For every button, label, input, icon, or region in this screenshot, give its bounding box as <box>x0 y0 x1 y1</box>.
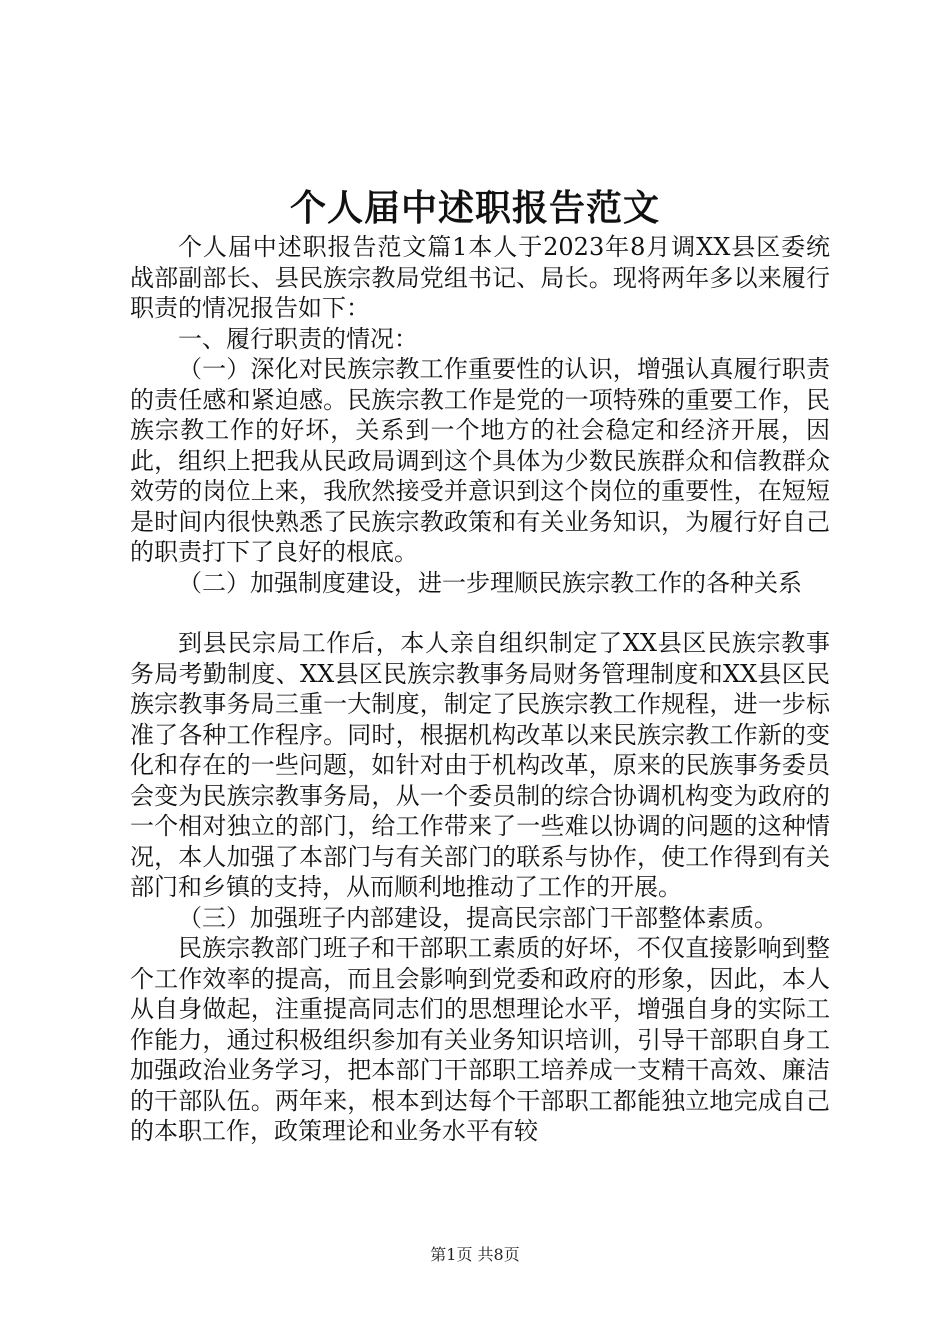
section-heading-1: 一、履行职责的情况： <box>178 324 418 353</box>
subsection-2-heading: （二）加强制度建设，进一步理顺民族宗教工作的各种关系 <box>178 568 802 597</box>
subsection-2-paragraph: 到县民宗局工作后，本人亲自组织制定了XX县区民族宗教事务局考勤制度、XX县区民族宗教事务局财务管理制度和XX县区民族宗教事务局三重一大制度，制定了民族宗教工作规程，进一步标准了各种工作程序。同时，根据机构改革以来民族宗教工作新的变化和存在的一些问题，如针对由于机构改革，原来的民族事务委员会变为民族宗教事务局，从一个委员制的综合协调机构变为政府的一个相对独立的部门，给工作带来了一些难以协调的问题的这种情况，本人加强了本部门与有关部门的联系与协作，使工作得到有关部门和乡镇的支持，从而顺利地推动了工作的开展。 <box>130 629 830 901</box>
subsection-3-heading: （三）加强班子内部建设，提高民宗部门干部整体素质。 <box>178 903 778 932</box>
subsection-1-paragraph: （一）深化对民族宗教工作重要性的认识，增强认真履行职责的责任感和紧迫感。民族宗教工作是党的一项特殊的重要工作，民族宗教工作的好坏，关系到一个地方的社会稳定和经济开展，因此，组织上把我从民政局调到这个具体为少数民族群众和信教群众效劳的岗位上来，我欣然接受并意识到这个岗位的重要性，在短短是时间内很快熟悉了民族宗教政策和有关业务知识，为履行好自己的职责打下了良好的根底。 <box>130 355 830 566</box>
intro-paragraph: 个人届中述职报告范文篇1本人于2023年8月调XX县区委统战部副部长、县民族宗教局党组书记、局长。现将两年多以来履行职责的情况报告如下： <box>130 233 830 322</box>
document-body <box>130 232 830 1147</box>
page-footer: 第1页 共8页 <box>430 1245 520 1264</box>
subsection-3-paragraph: 民族宗教部门班子和干部职工素质的好坏，不仅直接影响到整个工作效率的提高，而且会影响到党委和政府的形象，因此，本人从自身做起，注重提高同志们的思想理论水平，增强自身的实际工作能力，通过积极组织参加有关业务知识培训，引导干部职自身工加强政治业务学习，把本部门干部职工培养成一支精干高效、廉洁的干部队伍。两年来，根本到达每个干部职工都能独立地完成自己的本职工作，政策理论和业务水平有较 <box>130 934 830 1145</box>
page-title: 个人届中述职报告范文 <box>289 187 660 229</box>
